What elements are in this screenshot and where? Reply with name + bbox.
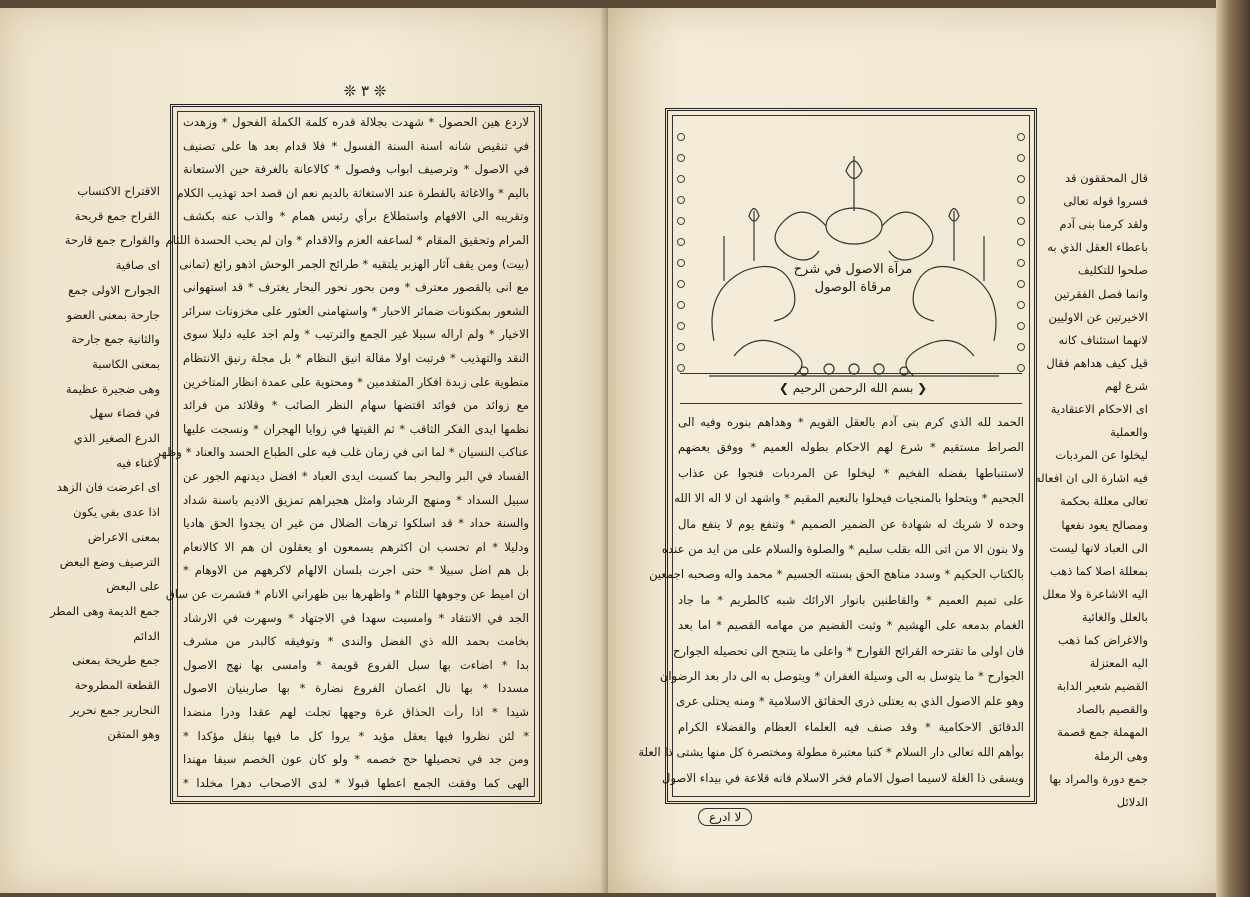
text-line: مع زوائد من فوائد اقتضها سهام النظر الصائب * وقلائد من فرائد [183, 398, 529, 413]
text-line: بالكتاب الحكيم * وسدد مناهج الحق بسنته الجسيم * محمد واله وصحبه اجمعين [649, 567, 1024, 582]
text-line: سبيل السداد * ومنهج الرشاد وامثل هجيراهم تمزيق الاديم باسنة شداد [183, 492, 529, 507]
margin-note-line: الجوارح الاولى جمع [68, 282, 160, 297]
margin-note-line: الاقتراح الاكتساب [77, 184, 160, 198]
text-line: ودليلا * ام تحسب ان اكثرهم يسمعون او يعقلون ان هم الا كالانعام [183, 539, 529, 554]
margin-note-line: باعطاء العقل الذي به [1047, 240, 1148, 255]
text-line: باليم * والاغاثة بالقطرة عند الاستغاثة بالديم نعم ان قصد احد تهذيب الكلام [176, 185, 529, 200]
margin-note-line: ومصالح يعود نفعها [1061, 517, 1148, 532]
margin-note-line: والاغراض كما ذهب [1057, 633, 1148, 647]
margin-note-line: الدرع الصغير الذي [73, 431, 160, 445]
text-line: ويسقى ذا الغلة لاسيما اصول الامام فخر الاسلام فانه قلاعة في بيداء الاصول [662, 770, 1024, 785]
text-line: الفساد في البر والبحر بما كسبت ايدى العباد * افضل ديدنهم الجور عن [183, 469, 529, 483]
text-line: (بيت) ومن يقف آثار الهزبر يلتقيه * طرائح الجمر الوحش اذهو رائع (تمانى [179, 256, 529, 271]
margin-note-line: والقصيم بالصاد [1076, 702, 1148, 717]
margin-note-line: الدلائل [1116, 794, 1148, 809]
text-line: بخامت بحمد الله ذي الفضل والندى * وتوفيقه كالبدر من مشرف [183, 634, 529, 649]
text-line: الجوارح * ما يتوسل به الى وسيلة الغفران * ويتوصل به الى دار بعد الرضوان [659, 669, 1024, 683]
margin-note-line: جمع دورة والمراد بها [1049, 771, 1148, 786]
text-line: الجد في الانتقاد * وامسيت سهدا في الاجتهاد * وسهرت في الارشاد [183, 610, 529, 625]
text-frame [155, 104, 542, 804]
margin-note-line: والعملية [1110, 425, 1148, 440]
text-line: وهو علم الاصول الذي به يعتلى ذرى الحقائق الاسلامية * ومنه يحتلى عرى [676, 694, 1024, 709]
text-line: ولا بنون الا من اتى الله بقلب سليم * والصلوة والسلام على من ايد من عنده [661, 542, 1024, 556]
margin-note-line: الى العباد لانها ليست [1049, 540, 1148, 555]
margin-note-line: تعالى معللة بحكمة [1060, 494, 1148, 509]
margin-note-line: القضيم شعير الدابة [1056, 679, 1148, 694]
text-line: في الاصول * وترصيف ابواب وفصول * كالاعانة بالغرفة حين الاستعانة [183, 162, 529, 177]
margin-note-line: القراح جمع قريحة [74, 208, 160, 223]
text-line: النقد والتهذيب * فرتبت اولا مقالة انيق النظام * بل مجلة رنيق الانتظام [183, 351, 529, 365]
margin-note-line: جمع طريحة بمعنى [72, 653, 160, 668]
text-line: والسنة حداد * قد اسلكوا ترهات الضلال من غير ان يجدوا الحق هاديا [183, 516, 529, 531]
margin-note-line: اى الاحكام الاعتقادية [1050, 402, 1148, 416]
margin-note-line: ليخلوا عن المردبات [1055, 448, 1148, 463]
text-line: الصراط مستقيم * شرع لهم الاحكام بطوله العميم * ووفق بعضهم [678, 440, 1024, 455]
text-line: منطوية على زبدة افكار المتقدمين * ومحتوية على عمدة انظار المتاخرين [182, 374, 529, 389]
text-line: الحمد لله الذي كرم بنى آدم بالعقل القويم * وهداهم بنوره وفيه الى [678, 415, 1024, 429]
margin-note-line: اى اعرضت فان الزهد [56, 480, 160, 495]
margin-note-line: بمعنى الكاسبة [92, 356, 160, 371]
margin-note-line: وانما فصل الفقرتين [1054, 286, 1148, 301]
margin-note-line: بالعلل والغائية [1081, 609, 1148, 624]
margin-note-line: شرع لهم [1105, 378, 1148, 393]
margin-note-line: لانهما استئناف كانه [1058, 332, 1148, 347]
text-line: الهى كما وفقت الجمع اعطها قبولا * لدى الاصحاب دهرا مخلدا * [183, 775, 529, 790]
margin-note-line: وهى ضجيرة عظيمة [65, 381, 160, 396]
margin-note-line: والقوارح جمع قارحة [64, 233, 160, 248]
margin-note-line: الاخيرتين عن الاوليين [1048, 309, 1148, 324]
text-frame [638, 108, 1037, 804]
book-edge [1216, 0, 1250, 897]
margin-note-line: الدائم [133, 628, 160, 643]
text-line: المرام وتحقيق المقام * لساعفه العزم والاقدام * وان لم يحب الحسدة اللئام [165, 233, 529, 247]
margin-note-line: لاغناء فيه [116, 455, 160, 470]
margin-note-line: المهملة جمع قصمة [1057, 725, 1148, 740]
text-line: على تميم العميم * والقاطنين بانوار الارائك شبه كالطريم * ما جاد [678, 592, 1024, 607]
text-line: وتقريبه الى الافهام واستطلاع برأي رئيس همام * والذب عنه بكشف [183, 209, 529, 224]
margin-note-line: بمعللة اصلا كما ذهب [1049, 563, 1148, 578]
dot-border-left [676, 133, 686, 385]
text-line: الاخيار * ولم اراله سبيلا غير الجمع والترتيب * ولم اجد عليه دليلا سوى [183, 327, 529, 342]
text-line: فان اولى ما تقترحه القرائح القوارح * واعلى ما يتنجح الى تحصيله الجوارح [672, 643, 1024, 658]
text-line: عناكب النسيان * لما انى في زمان غلب فيه على الطباع الحسد والعناد * وظهر [155, 445, 529, 460]
margin-note-line: النحارير جمع نحرير [70, 702, 160, 717]
dot-border-right [1016, 133, 1026, 385]
right-page [608, 8, 1220, 893]
book-title: مرآة الاصول في شرح مرقاة الوصول [793, 262, 913, 295]
margin-note-line: اذا عدى بفي يكون [73, 505, 160, 520]
margin-note-line: فسروا قوله تعالى [1063, 194, 1148, 209]
text-line: الدقائق الاحكامية * وقد صنف فيه العلماء العظام والفضلاء الكرام [678, 719, 1024, 734]
margin-note-line: الترصيف وضع البعض [59, 554, 160, 569]
text-line: * لئن نظروا فيها بعقل مؤيد * يروا كل ما فيها بنقل مؤكدا * [183, 728, 529, 743]
catchword: لا ادرع [698, 808, 752, 826]
page-number: ❊ ٣ ❊ [343, 82, 387, 100]
basmala-heading: ❮ بسم الله الرحمن الرحيم ❯ [778, 381, 928, 395]
text-line: ان اميط عن وجوهها اللثام * واظهرها بين ظهراني الانام * فشمرت عن ساق [165, 587, 529, 601]
text-line: لاردع هين الحصول * شهدت بجلالة قدره كلمة الكملة الفحول * وزهدت [183, 115, 529, 129]
margin-note-line: والثانية جمع جارحة [71, 332, 160, 347]
text-line: بل هم اضل سبيلا * حتى اجرت بلسان الالهام لاكرههم من الاوهام * [183, 563, 529, 578]
margin-note-line: جمع الديمة وهى المطر [50, 603, 160, 618]
margin-note-line: صلحوا للتكليف [1077, 263, 1148, 278]
margin-note-line: جارحة بمعنى العضو [66, 307, 160, 322]
margin-note-line: ولقد كرمنا بنى آدم [1059, 217, 1148, 232]
margin-note-line: وهى الرملة [1093, 748, 1148, 763]
text-line: ومن جد في تحصيلها حج خصمه * ولو كان عون الخصم سيفا مهندا [183, 752, 529, 767]
text-line: مع انى بالقصور معترف * ومن بحور نحور البحار يغترف * قد استهوانى [183, 280, 529, 295]
left-page [0, 8, 608, 893]
margin-note-line: بمعنى الاعراض [87, 529, 160, 544]
margin-note-line: اى صافية [115, 258, 160, 273]
text-line: لاستنباطها بفضله الفخيم * ليخلوا عن المردبات فنجوا عن عذاب [678, 465, 1024, 480]
text-line: وحده لا شريك له شهادة عن الضمير الصميم * وتنفع يوم لا ينفع مال [678, 516, 1024, 531]
margin-note-line: القطعة المطروحة [74, 678, 160, 692]
margin-note-line: وهو المتقن [107, 727, 160, 742]
text-line: بوأهم الله تعالى دار السلام * كتبا معتبرة مطولة ومختصرة كل منها يشتى ذا العلة [638, 745, 1024, 760]
margin-note-line: قال المحققون قد [1065, 171, 1148, 185]
text-line: نظمها ايدى الفكر الثاقب * ثم القيتها في زوايا الهجران * ونسجت عليها [183, 421, 529, 436]
margin-note-line: فيه اشارة الى ان افعاله [1034, 471, 1148, 486]
margin-note-line: اليه المعتزلة [1089, 656, 1148, 671]
text-line: الشعور بمكنونات ضمائر الاحبار * واستهامنى العثور على مخزونات سرائر [182, 303, 529, 318]
text-line: مسددا * بها نال اغصان الفروع نضارة * بها صاربنيان الاصول [183, 681, 529, 696]
text-line: في تنقيص شانه اسنة السنة الفسول * فلا قدام بعد ها على تصنيف [183, 138, 529, 153]
text-line: الجحيم * ويتحلوا بالمنجيات فيحلوا بالنعيم المقيم * واشهد ان لا اله الا الله [674, 491, 1024, 506]
text-line: الغمام بدمعه على الهشيم * وثبت القضيم من مهامه القصيم * اما بعد [678, 618, 1024, 633]
margin-note-line: على البعض [106, 579, 160, 594]
margin-note-line: اليه الاشاعرة ولا معلل [1042, 586, 1148, 601]
margin-note-line: في فضاء سهل [89, 406, 160, 421]
margin-note-line: قيل كيف هداهم فقال [1046, 355, 1148, 370]
text-line: بدا * اضاءت بها سبل الفروع قويمة * وامسى بها نهج الاصول [183, 657, 529, 672]
text-line: شيدا * اذا رأت الحذاق غرة وجهها تجلت لهم عقدا ودرا منضدا [183, 705, 529, 719]
